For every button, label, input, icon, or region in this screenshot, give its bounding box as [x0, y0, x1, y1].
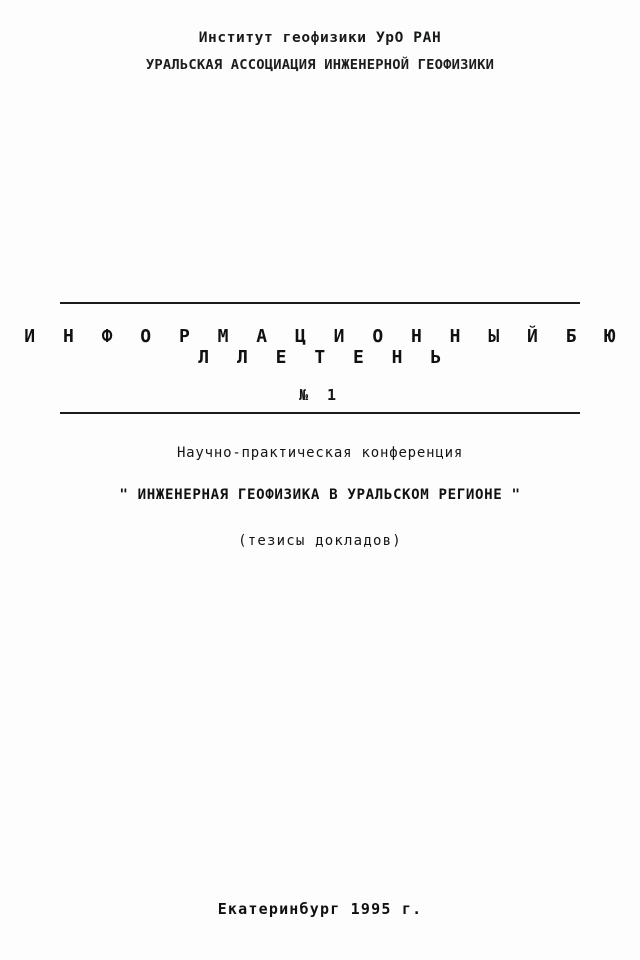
page-title: И Н Ф О Р М А Ц И О Н Н Ы Й Б Ю Л Л Е Т Е Н Ь	[24, 326, 624, 368]
conference-name: " ИНЖЕНЕРНАЯ ГЕОФИЗИКА В УРАЛЬСКОМ РЕГИОНЕ "	[119, 487, 521, 503]
title-block	[0, 326, 640, 404]
conference-subtitle: (тезисы докладов)	[238, 533, 402, 549]
association-name: УРАЛЬСКАЯ АССОЦИАЦИЯ ИНЖЕНЕРНОЙ ГЕОФИЗИКИ	[145, 57, 495, 73]
divider-top	[60, 302, 580, 304]
conference-kind: Научно-практическая конференция	[176, 445, 464, 461]
imprint-line: Екатеринбург 1995 г.	[217, 900, 423, 918]
divider-bottom	[60, 412, 580, 414]
conference-block	[0, 445, 640, 549]
document-footer	[0, 900, 640, 918]
document-header	[0, 30, 640, 73]
issue-number: № 1	[298, 386, 342, 404]
institute-name: Институт геофизики УрО РАН	[198, 30, 442, 46]
